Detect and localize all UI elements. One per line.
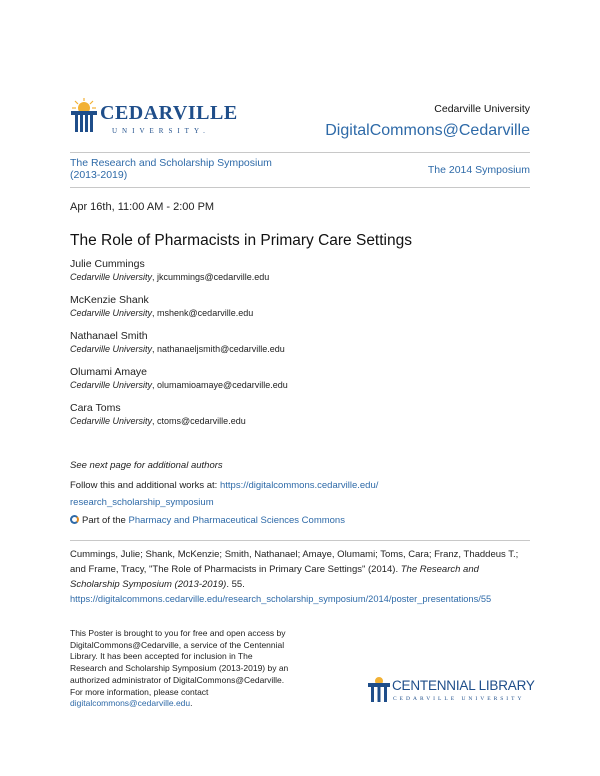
citation-url[interactable]: https://digitalcommons.cedarville.edu/research_scholarship_symposium/2014/poster_presentations/55 (70, 594, 492, 604)
author (70, 294, 288, 330)
citation-line: Cummings, Julie; Shank, McKenzie; Smith, Nathanael; Amaye, Olumami; Toms, Cara; Franz, Thaddeus T.; (70, 549, 519, 560)
author-list (70, 258, 288, 438)
network-icon (70, 515, 79, 524)
see-next-note (70, 459, 223, 472)
author-affiliation: Cedarville University (70, 272, 153, 282)
statement-line: This Poster is brought to you for free and open access by (70, 628, 286, 638)
citation-line: and Frame, Tracy, "The Role of Pharmacists in Primary Care Settings" (2014). (70, 564, 401, 575)
contact-email-link[interactable]: digitalcommons@cedarville.edu (70, 698, 191, 709)
collection-link[interactable]: The Research and Scholarship Symposium (2013-2019) (70, 157, 272, 181)
citation (70, 547, 545, 607)
author (70, 330, 288, 366)
divider (70, 540, 530, 541)
commons-link[interactable]: Pharmacy and Pharmaceutical Sciences Commons (128, 515, 345, 526)
citation-number: . 55. (226, 579, 245, 590)
part-of-text: Part of the (82, 515, 129, 526)
centennial-library-logo (368, 674, 538, 706)
institution-name: Cedarville University (434, 103, 530, 115)
event-link[interactable]: The 2014 Symposium (427, 164, 530, 176)
statement-line: Library. It has been accepted for inclusion in The (70, 651, 253, 662)
access-statement (70, 628, 330, 710)
period: . (190, 698, 193, 709)
statement-line: authorized administrator of DigitalCommons@Cedarville. (70, 674, 285, 685)
author-email: , jkcummings@cedarville.edu (152, 272, 270, 282)
author (70, 258, 288, 294)
author-name: Olumami Amaye (70, 366, 148, 378)
divider (70, 187, 530, 188)
author-affiliation: Cedarville University (70, 344, 153, 354)
logo-text: CEDARVILLE (100, 102, 238, 124)
follow-link[interactable]: https://digitalcommons.cedarville.edu/ (219, 480, 379, 491)
event-date: Apr 16th, 11:00 AM - 2:00 PM (70, 201, 215, 213)
statement-line: Research and Scholarship Symposium (2013-2019) by an (70, 663, 289, 674)
statement-line: For more information, please contact (70, 686, 209, 697)
statement-line: DigitalCommons@Cedarville, a service of the Centennial (70, 639, 285, 650)
citation-source: The Research and (400, 564, 479, 575)
library-logo-text: CENTENNIAL LIBRARY (392, 678, 535, 693)
pillar-sun-icon (368, 674, 390, 704)
repository-link[interactable]: DigitalCommons@Cedarville (325, 122, 530, 139)
author-affiliation: Cedarville University (70, 308, 153, 318)
follow-text: Follow this and additional works at: (70, 480, 220, 491)
follow-link-cont[interactable]: research_scholarship_symposium (70, 497, 214, 508)
part-of-line (70, 514, 345, 527)
author-name: McKenzie Shank (70, 294, 149, 306)
author-name: Cara Toms (70, 402, 121, 414)
author-email: , ctoms@cedarville.edu (152, 416, 246, 426)
author (70, 402, 288, 438)
cedarville-logo (70, 98, 240, 138)
divider (70, 152, 530, 153)
author-email: , olumamioamaye@cedarville.edu (152, 380, 288, 390)
follow-line (70, 477, 378, 511)
author-name: Julie Cummings (70, 258, 145, 270)
author-affiliation: Cedarville University (70, 380, 153, 390)
author-affiliation: Cedarville University (70, 416, 153, 426)
document-title: The Role of Pharmacists in Primary Care Settings (70, 232, 412, 249)
author-email: , mshenk@cedarville.edu (152, 308, 254, 318)
citation-source: Scholarship Symposium (2013-2019) (70, 579, 227, 590)
author-name: Nathanael Smith (70, 330, 148, 342)
author (70, 366, 288, 402)
library-logo-subtext: CEDARVILLE UNIVERSITY (393, 696, 525, 702)
author-email: , nathanaeljsmith@cedarville.edu (152, 344, 285, 354)
logo-subtext: UNIVERSITY. (112, 127, 210, 135)
pillar-sun-icon (70, 98, 98, 136)
see-next-text: See next page for additional authors (70, 460, 223, 471)
